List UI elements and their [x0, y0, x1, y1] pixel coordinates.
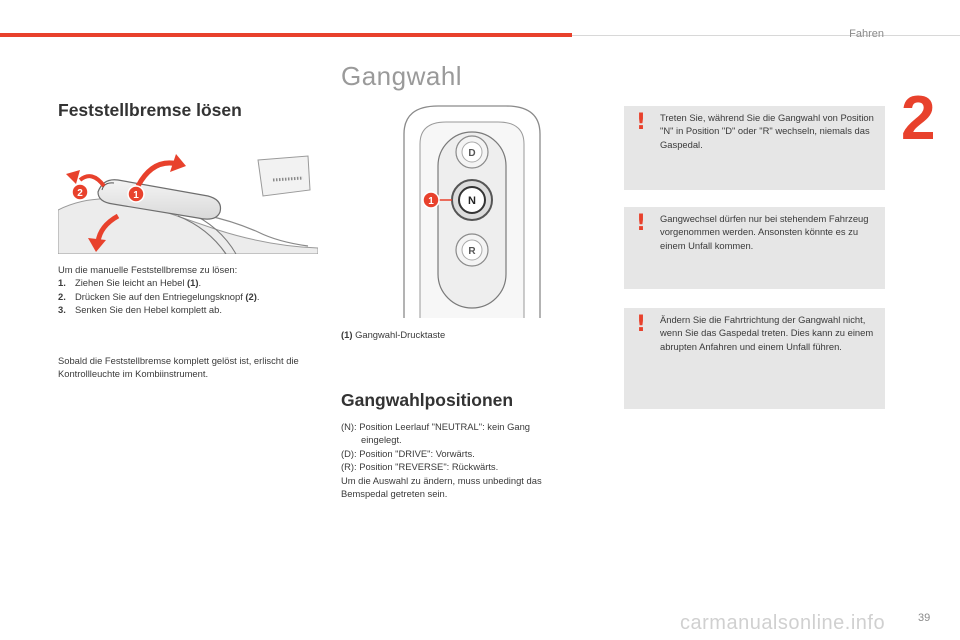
position-neutral: (N): Position Leerlauf "NEUTRAL": kein Gang — [341, 421, 531, 432]
warning-icon: ! — [636, 211, 647, 236]
gear-selector-illustration — [398, 104, 546, 318]
step-1: 1. Ziehen Sie leicht an Hebel (1). — [58, 277, 202, 289]
release-instructions — [58, 263, 323, 317]
position-neutral-cont: eingelegt. — [361, 434, 402, 446]
warning-icon: ! — [636, 312, 647, 337]
warning-box — [624, 106, 885, 190]
warning-box — [624, 308, 885, 409]
page-number: 39 — [918, 612, 931, 624]
gear-callout-1: 1 — [428, 196, 434, 207]
warning-text: Gangwechsel dürfen nur bei stehendem Fahrzeug vorgenommen werden. Ansonsten könnte es zu einem Unfall kommen. — [660, 213, 869, 251]
parking-brake-illustration — [58, 150, 318, 254]
gear-label-d: D — [468, 148, 476, 159]
brake-callout-1: 1 — [133, 190, 139, 201]
gear-positions-list — [341, 420, 591, 500]
watermark: carmanualsonline.info — [680, 612, 886, 634]
header-accent-rule — [0, 33, 572, 37]
brake-callout-2: 2 — [77, 188, 83, 199]
position-reverse: (R): Position "REVERSE": Rückwärts. — [341, 461, 499, 473]
figure-caption: (1) Gangwahl-Drucktaste — [341, 329, 446, 340]
gear-positions-heading: Gangwahlpositionen — [341, 390, 514, 410]
step-3: 3. Senken Sie den Hebel komplett ab. — [58, 304, 222, 316]
parking-brake-heading: Feststellbremse lösen — [58, 100, 242, 120]
chapter-number: 2 — [901, 84, 936, 153]
step-2: 2. Drücken Sie auf den Entriegelungsknopf (2). — [58, 290, 260, 302]
warning-icon: ! — [636, 110, 647, 135]
gear-label-r: R — [468, 246, 476, 257]
release-note: Sobald die Feststellbremse komplett gelöst ist, erlischt die Kontrollleuchte im Kombiinstrument. — [58, 355, 299, 380]
selection-note: Um die Auswahl zu ändern, muss unbedingt das Bemspedal getreten sein. — [341, 474, 542, 500]
header-divider — [572, 35, 960, 36]
warning-text: Ändern Sie die Fahrtrichtung der Gangwahl nicht, wenn Sie das Gaspedal treten. Dies kann zu einem abrupten Anfahren und einem Unfall führen. — [660, 314, 874, 352]
warning-box — [624, 207, 885, 289]
position-drive: (D): Position "DRIVE": Vorwärts. — [341, 447, 475, 459]
gear-label-n: N — [468, 195, 476, 207]
warning-text: Treten Sie, während Sie die Gangwahl von Position "N" in Position "D" oder "R" wechseln, niemals das Gaspedal. — [660, 112, 874, 150]
instructions-intro: Um die manuelle Feststellbremse zu lösen: — [58, 264, 238, 275]
section-label: Fahren — [849, 28, 884, 40]
page-title: Gangwahl — [341, 61, 463, 91]
